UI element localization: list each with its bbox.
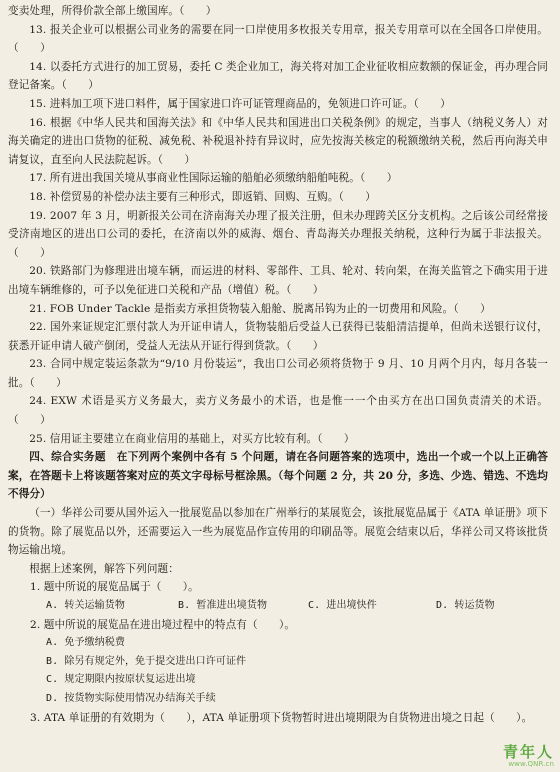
watermark-url: www.QNR.cn — [508, 760, 554, 768]
option-1d: D. 转运货物 — [436, 600, 495, 611]
question-13: 13. 报关企业可以根据公司业务的需要在同一口岸使用多枚报关专用章，报关专用章可以在全国各口岸使用。（ ） — [8, 23, 548, 55]
question-21: 21. FOB Under Tackle 是指卖方承担货物装入船舱、脱离吊钩为止的一切费用和风险。（ ） — [29, 302, 491, 315]
option-1c: C. 进出境快件 — [308, 600, 377, 611]
section-4-heading: 四、综合实务题 在下列两个案例中各有 5 个问题，请在各问题答案的选项中，选出一个或一个以上正确答案，在答题卡上将该题答案对应的英文字母标号框涂黑。（每个问题 2 分，共 20 分，多选、少选、错选、不选均不得分） — [8, 451, 548, 501]
question-17: 17. 所有进出我国关境从事商业性国际运输的船舶必须缴纳船舶吨税。（ ） — [29, 172, 398, 185]
option-1a: A. 转关运输货物 — [46, 600, 125, 611]
case-1-description: （一）华祥公司要从国外运入一批展览品以参加在广州举行的某展览会，该批展览品属于《ATA 单证册》项下的货物。除了展览品以外，还需要运入一些为展览品作宣传用的印刷品等。展览会结束以后，华祥公司又将该批货物运输出境。 — [8, 507, 548, 557]
option-2b: B. 除另有规定外，免于提交进出口许可证件 — [46, 655, 247, 667]
case-1-intro: 根据上述案例，解答下列问题： — [29, 562, 179, 575]
question-22: 22. 国外来证规定汇票付款人为开证申请人，货物装船后受益人已获得已装船清洁提单，但尚未送银行议付，获悉开证申请人破产倒闭，受益人无法从开证行得到货款。（ ） — [8, 321, 548, 352]
question-15: 15. 进料加工项下进口料件，属于国家进口许可证管理商品的，免领进口许可证。（ ） — [29, 97, 451, 110]
question-16: 16. 根据《中华人民共和国海关法》和《中华人民共和国进出口关税条例》的规定，当事人（纳税义务人）对海关确定的进出口货物的征税、减免税、补税退补持有异议时，应先按海关核定的税额缴纳关税，然后再向海关申请复议，直至向人民法院起诉。（ ） — [8, 116, 548, 166]
question-14: 14. 以委托方式进行的加工贸易，委托 C 类企业加工，海关将对加工企业征收相应数额的保证金，再办理合同登记备案。（ ） — [8, 60, 548, 92]
option-2a: A. 免予缴纳税费 — [46, 637, 125, 649]
question-25: 25. 信用证主要建立在商业信用的基础上，对买方比较有利。（ ） — [29, 432, 355, 445]
watermark-logo-text: 青年人 — [502, 743, 554, 761]
text-line-continued: 变卖处理，所得价款全部上缴国库。（ ） — [8, 5, 217, 17]
sub-question-2: 2. 题中所说的展览品在进出境过程中的特点有（ ）。 — [30, 618, 296, 631]
question-19: 19. 2007 年 3 月，明新报关公司在济南海关办理了报关注册，但未办理跨关区分支机构。之后该公司经常接受济南地区的进出口公司的委托，在济南以外的威海、烟台、青岛海关办理报关纳税，这种行为属于非法报关。（ ） — [8, 209, 548, 259]
sub-question-1: 1. 题中所说的展览品属于（ ）。 — [30, 581, 199, 594]
option-2c: C. 规定期限内按原状复运进出境 — [46, 674, 196, 686]
sub-question-1-options — [8, 597, 548, 616]
option-2d: D. 按货物实际使用情况办结海关手续 — [46, 692, 216, 704]
sub-question-3: 3. ATA 单证册的有效期为（ ），ATA 单证册项下货物暂时进出境期限为自货物进出境之日起（ ）。 — [30, 711, 533, 724]
question-18: 18. 补偿贸易的补偿办法主要有三种形式，即返销、回购、互购。（ ） — [29, 190, 377, 203]
question-24: 24. EXW 术语是买方义务最大，卖方义务最小的术语，也是惟一一个由买方在出口国负责清关的术语。（ ） — [8, 395, 548, 427]
question-20: 20. 铁路部门为修理进出境车辆，而运进的材料、零部件、工具、轮对、转向架，在海关监管之下确实用于进出境车辆维修的，可予以免征进口关税和产品（增值）税。（ ） — [8, 265, 548, 296]
question-23: 23. 合同中规定装运条款为“9/10 月份装运”，我出口公司必须将货物于 9 月、10 月两个月内，每月各装一批。（ ） — [8, 358, 548, 389]
option-1b: B. 暂准进出境货物 — [178, 600, 268, 611]
site-watermark — [503, 744, 554, 768]
